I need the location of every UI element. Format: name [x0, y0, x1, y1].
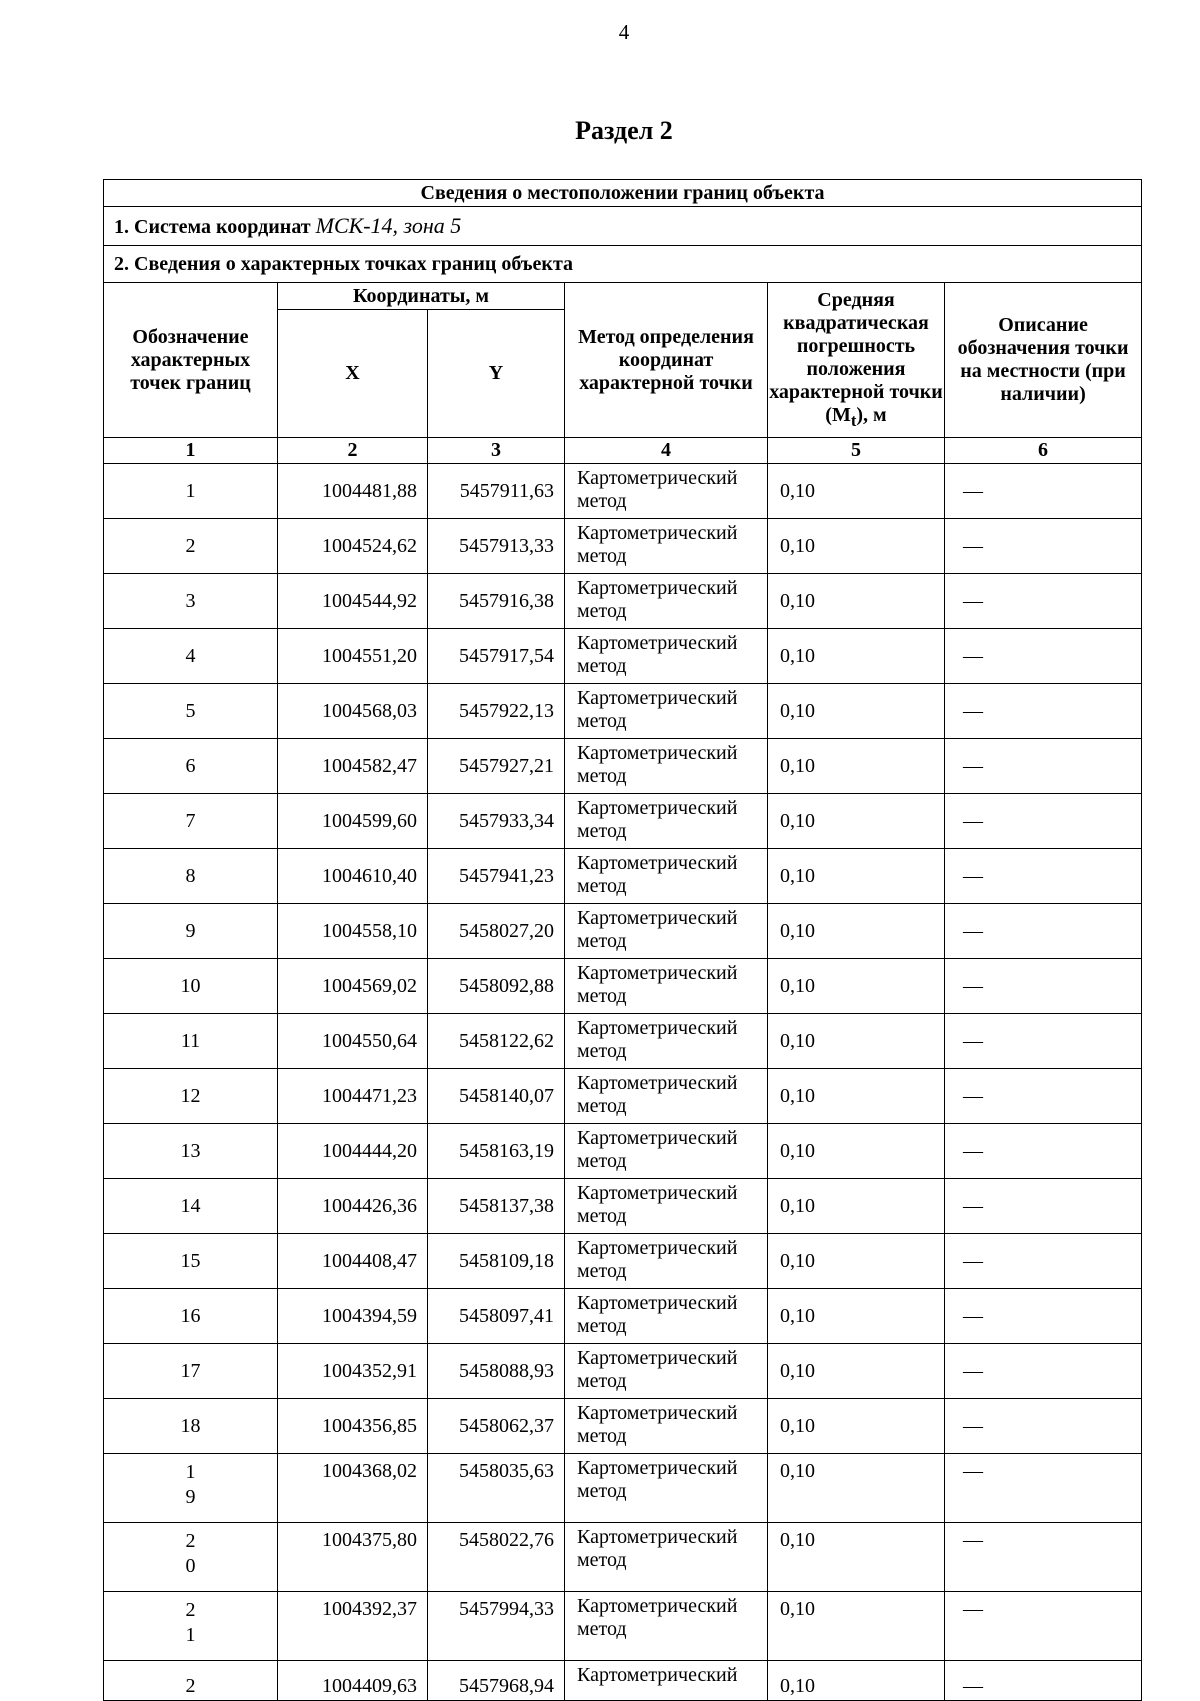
- description-value: —: [945, 1344, 1142, 1399]
- column-number: 4: [565, 438, 768, 464]
- method-line2: метод: [577, 490, 627, 512]
- method-line1: Картометрический: [577, 742, 738, 764]
- point-id-cell: [104, 574, 278, 629]
- error-value: 0,10: [768, 1014, 945, 1069]
- point-id-cell: [104, 684, 278, 739]
- method-line2: метод: [577, 875, 627, 897]
- method-line1: Картометрический: [577, 522, 738, 544]
- method-cell: [565, 684, 768, 739]
- table-row: [104, 574, 1142, 629]
- method-cell: [565, 1344, 768, 1399]
- x-coordinate: 1004551,20: [278, 629, 428, 684]
- table-row: [104, 1454, 1142, 1523]
- point-id: 18: [180, 1414, 201, 1437]
- table-row: [104, 1124, 1142, 1179]
- header-error-subscript: t: [850, 410, 857, 430]
- y-coordinate: 5458062,37: [428, 1399, 565, 1454]
- point-id: 3: [185, 589, 196, 612]
- point-id-cell: [104, 794, 278, 849]
- header-x: X: [278, 310, 428, 438]
- method-cell: [565, 464, 768, 519]
- table-row: [104, 794, 1142, 849]
- table-row: [104, 1523, 1142, 1592]
- description-value: —: [945, 1179, 1142, 1234]
- point-id-cell: [104, 1592, 278, 1661]
- description-value: —: [945, 959, 1142, 1014]
- header-point-id: Обозначение характерных точек границ: [104, 283, 278, 438]
- description-value: —: [945, 519, 1142, 574]
- point-id: 12: [180, 1084, 201, 1107]
- method-line1: Картометрический: [577, 1347, 738, 1369]
- point-id: 4: [185, 644, 196, 667]
- point-id-cell: [104, 1014, 278, 1069]
- column-number: 6: [945, 438, 1142, 464]
- method-line1: Картометрический: [577, 1402, 738, 1424]
- y-coordinate: 5458088,93: [428, 1344, 565, 1399]
- description-value: —: [945, 1014, 1142, 1069]
- description-value: —: [945, 464, 1142, 519]
- point-id: 16: [180, 1304, 201, 1327]
- error-value: 0,10: [768, 739, 945, 794]
- x-coordinate: 1004481,88: [278, 464, 428, 519]
- method-cell: [565, 1454, 768, 1523]
- point-id-cell: [104, 1289, 278, 1344]
- point-id: 9: [185, 919, 196, 942]
- table-row: [104, 1179, 1142, 1234]
- description-value: —: [945, 849, 1142, 904]
- x-coordinate: 1004352,91: [278, 1344, 428, 1399]
- point-id-cell: [104, 629, 278, 684]
- y-coordinate: 5457911,63: [428, 464, 565, 519]
- point-id: 13: [180, 1139, 201, 1162]
- point-id-cell: [104, 1523, 278, 1592]
- method-cell: [565, 1592, 768, 1661]
- method-cell: [565, 1014, 768, 1069]
- y-coordinate: 5458027,20: [428, 904, 565, 959]
- method-line1: Картометрический: [577, 962, 738, 984]
- point-id-cell: [104, 1179, 278, 1234]
- description-value: —: [945, 1661, 1142, 1701]
- x-coordinate: 1004599,60: [278, 794, 428, 849]
- table-title: Сведения о местоположении границ объекта: [104, 180, 1142, 207]
- point-id-cell: [104, 519, 278, 574]
- point-id: 15: [180, 1249, 201, 1272]
- coord-system-row: [104, 207, 1142, 246]
- table-row: [104, 1014, 1142, 1069]
- description-value: —: [945, 1124, 1142, 1179]
- section-title: Раздел 2: [575, 116, 673, 145]
- point-id: 5: [185, 699, 196, 722]
- table-row: [104, 1289, 1142, 1344]
- coord-system-label: 1. Система координат: [114, 215, 311, 238]
- point-id: 20: [185, 1530, 196, 1577]
- x-coordinate: 1004568,03: [278, 684, 428, 739]
- error-value: 0,10: [768, 794, 945, 849]
- x-coordinate: 1004408,47: [278, 1234, 428, 1289]
- method-line1: Картометрический: [577, 467, 738, 489]
- error-value: 0,10: [768, 1523, 945, 1592]
- point-id-cell: [104, 1454, 278, 1523]
- table-row: [104, 959, 1142, 1014]
- x-coordinate: 1004375,80: [278, 1523, 428, 1592]
- method-line1: Картометрический: [577, 632, 738, 654]
- y-coordinate: 5457913,33: [428, 519, 565, 574]
- method-line2: метод: [577, 1260, 627, 1282]
- point-id-cell: [104, 1069, 278, 1124]
- point-id-cell: [104, 849, 278, 904]
- error-value: 0,10: [768, 1179, 945, 1234]
- method-line1: Картометрический: [577, 1292, 738, 1314]
- table-row: [104, 519, 1142, 574]
- point-id-cell: [104, 1661, 278, 1701]
- point-id-cell: [104, 904, 278, 959]
- x-coordinate: 1004444,20: [278, 1124, 428, 1179]
- error-value: 0,10: [768, 684, 945, 739]
- method-cell: [565, 629, 768, 684]
- description-value: —: [945, 794, 1142, 849]
- error-value: 0,10: [768, 959, 945, 1014]
- x-coordinate: 1004550,64: [278, 1014, 428, 1069]
- method-line2: метод: [577, 1370, 627, 1392]
- y-coordinate: 5458092,88: [428, 959, 565, 1014]
- y-coordinate: 5457916,38: [428, 574, 565, 629]
- x-coordinate: 1004582,47: [278, 739, 428, 794]
- method-cell: [565, 1179, 768, 1234]
- error-value: 0,10: [768, 464, 945, 519]
- method-cell: [565, 1523, 768, 1592]
- description-value: —: [945, 1454, 1142, 1523]
- method-line1: Картометрический: [577, 1072, 738, 1094]
- error-value: 0,10: [768, 1661, 945, 1701]
- method-cell: [565, 1124, 768, 1179]
- method-line2: метод: [577, 820, 627, 842]
- y-coordinate: 5458035,63: [428, 1454, 565, 1523]
- y-coordinate: 5458122,62: [428, 1014, 565, 1069]
- x-coordinate: 1004368,02: [278, 1454, 428, 1523]
- description-value: —: [945, 574, 1142, 629]
- method-line1: Картометрический: [577, 907, 738, 929]
- x-coordinate: 1004558,10: [278, 904, 428, 959]
- error-value: 0,10: [768, 849, 945, 904]
- y-coordinate: 5457941,23: [428, 849, 565, 904]
- method-cell: [565, 574, 768, 629]
- point-id-cell: [104, 959, 278, 1014]
- table-row: [104, 1344, 1142, 1399]
- column-number: 3: [428, 438, 565, 464]
- table-row: [104, 1661, 1142, 1701]
- y-coordinate: 5457922,13: [428, 684, 565, 739]
- y-coordinate: 5457927,21: [428, 739, 565, 794]
- table-row: [104, 739, 1142, 794]
- method-cell: [565, 739, 768, 794]
- method-line2: метод: [577, 1549, 627, 1571]
- description-value: —: [945, 1289, 1142, 1344]
- column-number: 5: [768, 438, 945, 464]
- method-cell: [565, 959, 768, 1014]
- y-coordinate: 5457968,94: [428, 1661, 565, 1701]
- point-id: 11: [180, 1029, 201, 1052]
- method-line2: метод: [577, 765, 627, 787]
- error-value: 0,10: [768, 1234, 945, 1289]
- points-section-label: 2. Сведения о характерных точках границ объекта: [104, 246, 1142, 283]
- method-line1: Картометрический: [577, 1237, 738, 1259]
- method-line1: Картометрический: [577, 797, 738, 819]
- point-id: 2: [185, 1675, 196, 1697]
- header-description: Описание обозначения точки на местности (при наличии): [945, 283, 1142, 438]
- error-value: 0,10: [768, 519, 945, 574]
- method-cell: [565, 1069, 768, 1124]
- method-line1: Картометрический: [577, 1182, 738, 1204]
- x-coordinate: 1004524,62: [278, 519, 428, 574]
- error-value: 0,10: [768, 1069, 945, 1124]
- method-line1: Картометрический: [577, 1664, 738, 1686]
- method-cell: [565, 519, 768, 574]
- error-value: 0,10: [768, 1399, 945, 1454]
- method-line2: метод: [577, 985, 627, 1007]
- method-line1: Картометрический: [577, 577, 738, 599]
- method-cell: [565, 1399, 768, 1454]
- x-coordinate: 1004356,85: [278, 1399, 428, 1454]
- method-line1: Картометрический: [577, 1595, 738, 1617]
- error-value: 0,10: [768, 1344, 945, 1399]
- x-coordinate: 1004394,59: [278, 1289, 428, 1344]
- description-value: —: [945, 1234, 1142, 1289]
- y-coordinate: 5457933,34: [428, 794, 565, 849]
- error-value: 0,10: [768, 1124, 945, 1179]
- description-value: —: [945, 684, 1142, 739]
- method-cell: [565, 904, 768, 959]
- method-cell: [565, 1661, 768, 1701]
- y-coordinate: 5458097,41: [428, 1289, 565, 1344]
- point-id: 7: [185, 809, 196, 832]
- table-row: [104, 849, 1142, 904]
- table-row: [104, 1399, 1142, 1454]
- method-line1: Картометрический: [577, 1017, 738, 1039]
- error-value: 0,10: [768, 1592, 945, 1661]
- x-coordinate: 1004569,02: [278, 959, 428, 1014]
- description-value: —: [945, 1523, 1142, 1592]
- error-value: 0,10: [768, 1454, 945, 1523]
- x-coordinate: 1004409,63: [278, 1661, 428, 1701]
- table-row: [104, 1592, 1142, 1661]
- x-coordinate: 1004471,23: [278, 1069, 428, 1124]
- method-line2: метод: [577, 1425, 627, 1447]
- method-line2: метод: [577, 545, 627, 567]
- y-coordinate: 5458137,38: [428, 1179, 565, 1234]
- header-error-text: Средняя квадратическая погрешность положения характерной точки (M: [769, 288, 943, 426]
- x-coordinate: 1004392,37: [278, 1592, 428, 1661]
- method-line2: метод: [577, 710, 627, 732]
- x-coordinate: 1004610,40: [278, 849, 428, 904]
- point-id: 17: [180, 1359, 201, 1382]
- method-line2: метод: [577, 600, 627, 622]
- point-id: 19: [185, 1461, 196, 1508]
- method-line1: Картометрический: [577, 687, 738, 709]
- description-value: —: [945, 1592, 1142, 1661]
- point-id: 2: [185, 534, 196, 557]
- page-number: 4: [618, 20, 630, 44]
- method-line2: метод: [577, 1315, 627, 1337]
- method-line1: Картометрический: [577, 1127, 738, 1149]
- method-line2: метод: [577, 1480, 627, 1502]
- error-value: 0,10: [768, 904, 945, 959]
- point-id-cell: [104, 1344, 278, 1399]
- point-id: 8: [185, 864, 196, 887]
- table-row: [104, 684, 1142, 739]
- point-id-cell: [104, 1124, 278, 1179]
- point-id: 14: [180, 1194, 201, 1217]
- header-error: [768, 283, 945, 438]
- description-value: —: [945, 739, 1142, 794]
- method-line1: Картометрический: [577, 852, 738, 874]
- point-id-cell: [104, 1234, 278, 1289]
- method-cell: [565, 1289, 768, 1344]
- method-line2: метод: [577, 1095, 627, 1117]
- y-coordinate: 5458022,76: [428, 1523, 565, 1592]
- table-row: [104, 904, 1142, 959]
- description-value: —: [945, 629, 1142, 684]
- x-coordinate: 1004426,36: [278, 1179, 428, 1234]
- header-method: Метод определения координат характерной точки: [565, 283, 768, 438]
- table-row: [104, 1234, 1142, 1289]
- column-number: 2: [278, 438, 428, 464]
- method-line1: Картометрический: [577, 1526, 738, 1548]
- method-line2: метод: [577, 1618, 627, 1640]
- y-coordinate: 5458109,18: [428, 1234, 565, 1289]
- method-cell: [565, 1234, 768, 1289]
- method-line2: метод: [577, 930, 627, 952]
- point-id-cell: [104, 739, 278, 794]
- method-line2: метод: [577, 655, 627, 677]
- point-id: 1: [185, 479, 196, 502]
- method-line2: метод: [577, 1040, 627, 1062]
- description-value: —: [945, 1069, 1142, 1124]
- header-coords: Координаты, м: [278, 283, 565, 310]
- table-row: [104, 629, 1142, 684]
- error-value: 0,10: [768, 629, 945, 684]
- point-id: 10: [180, 974, 201, 997]
- y-coordinate: 5457994,33: [428, 1592, 565, 1661]
- point-id: 6: [185, 754, 196, 777]
- table-row: [104, 464, 1142, 519]
- method-line1: Картометрический: [577, 1457, 738, 1479]
- boundary-points-table: [103, 179, 1142, 1701]
- method-line2: метод: [577, 1205, 627, 1227]
- error-value: 0,10: [768, 1289, 945, 1344]
- header-y: Y: [428, 310, 565, 438]
- description-value: —: [945, 1399, 1142, 1454]
- column-number: 1: [104, 438, 278, 464]
- y-coordinate: 5458140,07: [428, 1069, 565, 1124]
- header-error-unit: ), м: [856, 403, 887, 426]
- error-value: 0,10: [768, 574, 945, 629]
- x-coordinate: 1004544,92: [278, 574, 428, 629]
- method-cell: [565, 794, 768, 849]
- y-coordinate: 5457917,54: [428, 629, 565, 684]
- point-id-cell: [104, 1399, 278, 1454]
- point-id: 21: [185, 1599, 196, 1646]
- coord-system-value: МСК-14, зона 5: [315, 212, 462, 238]
- y-coordinate: 5458163,19: [428, 1124, 565, 1179]
- point-id-cell: [104, 464, 278, 519]
- method-line2: метод: [577, 1150, 627, 1172]
- description-value: —: [945, 904, 1142, 959]
- table-row: [104, 1069, 1142, 1124]
- method-cell: [565, 849, 768, 904]
